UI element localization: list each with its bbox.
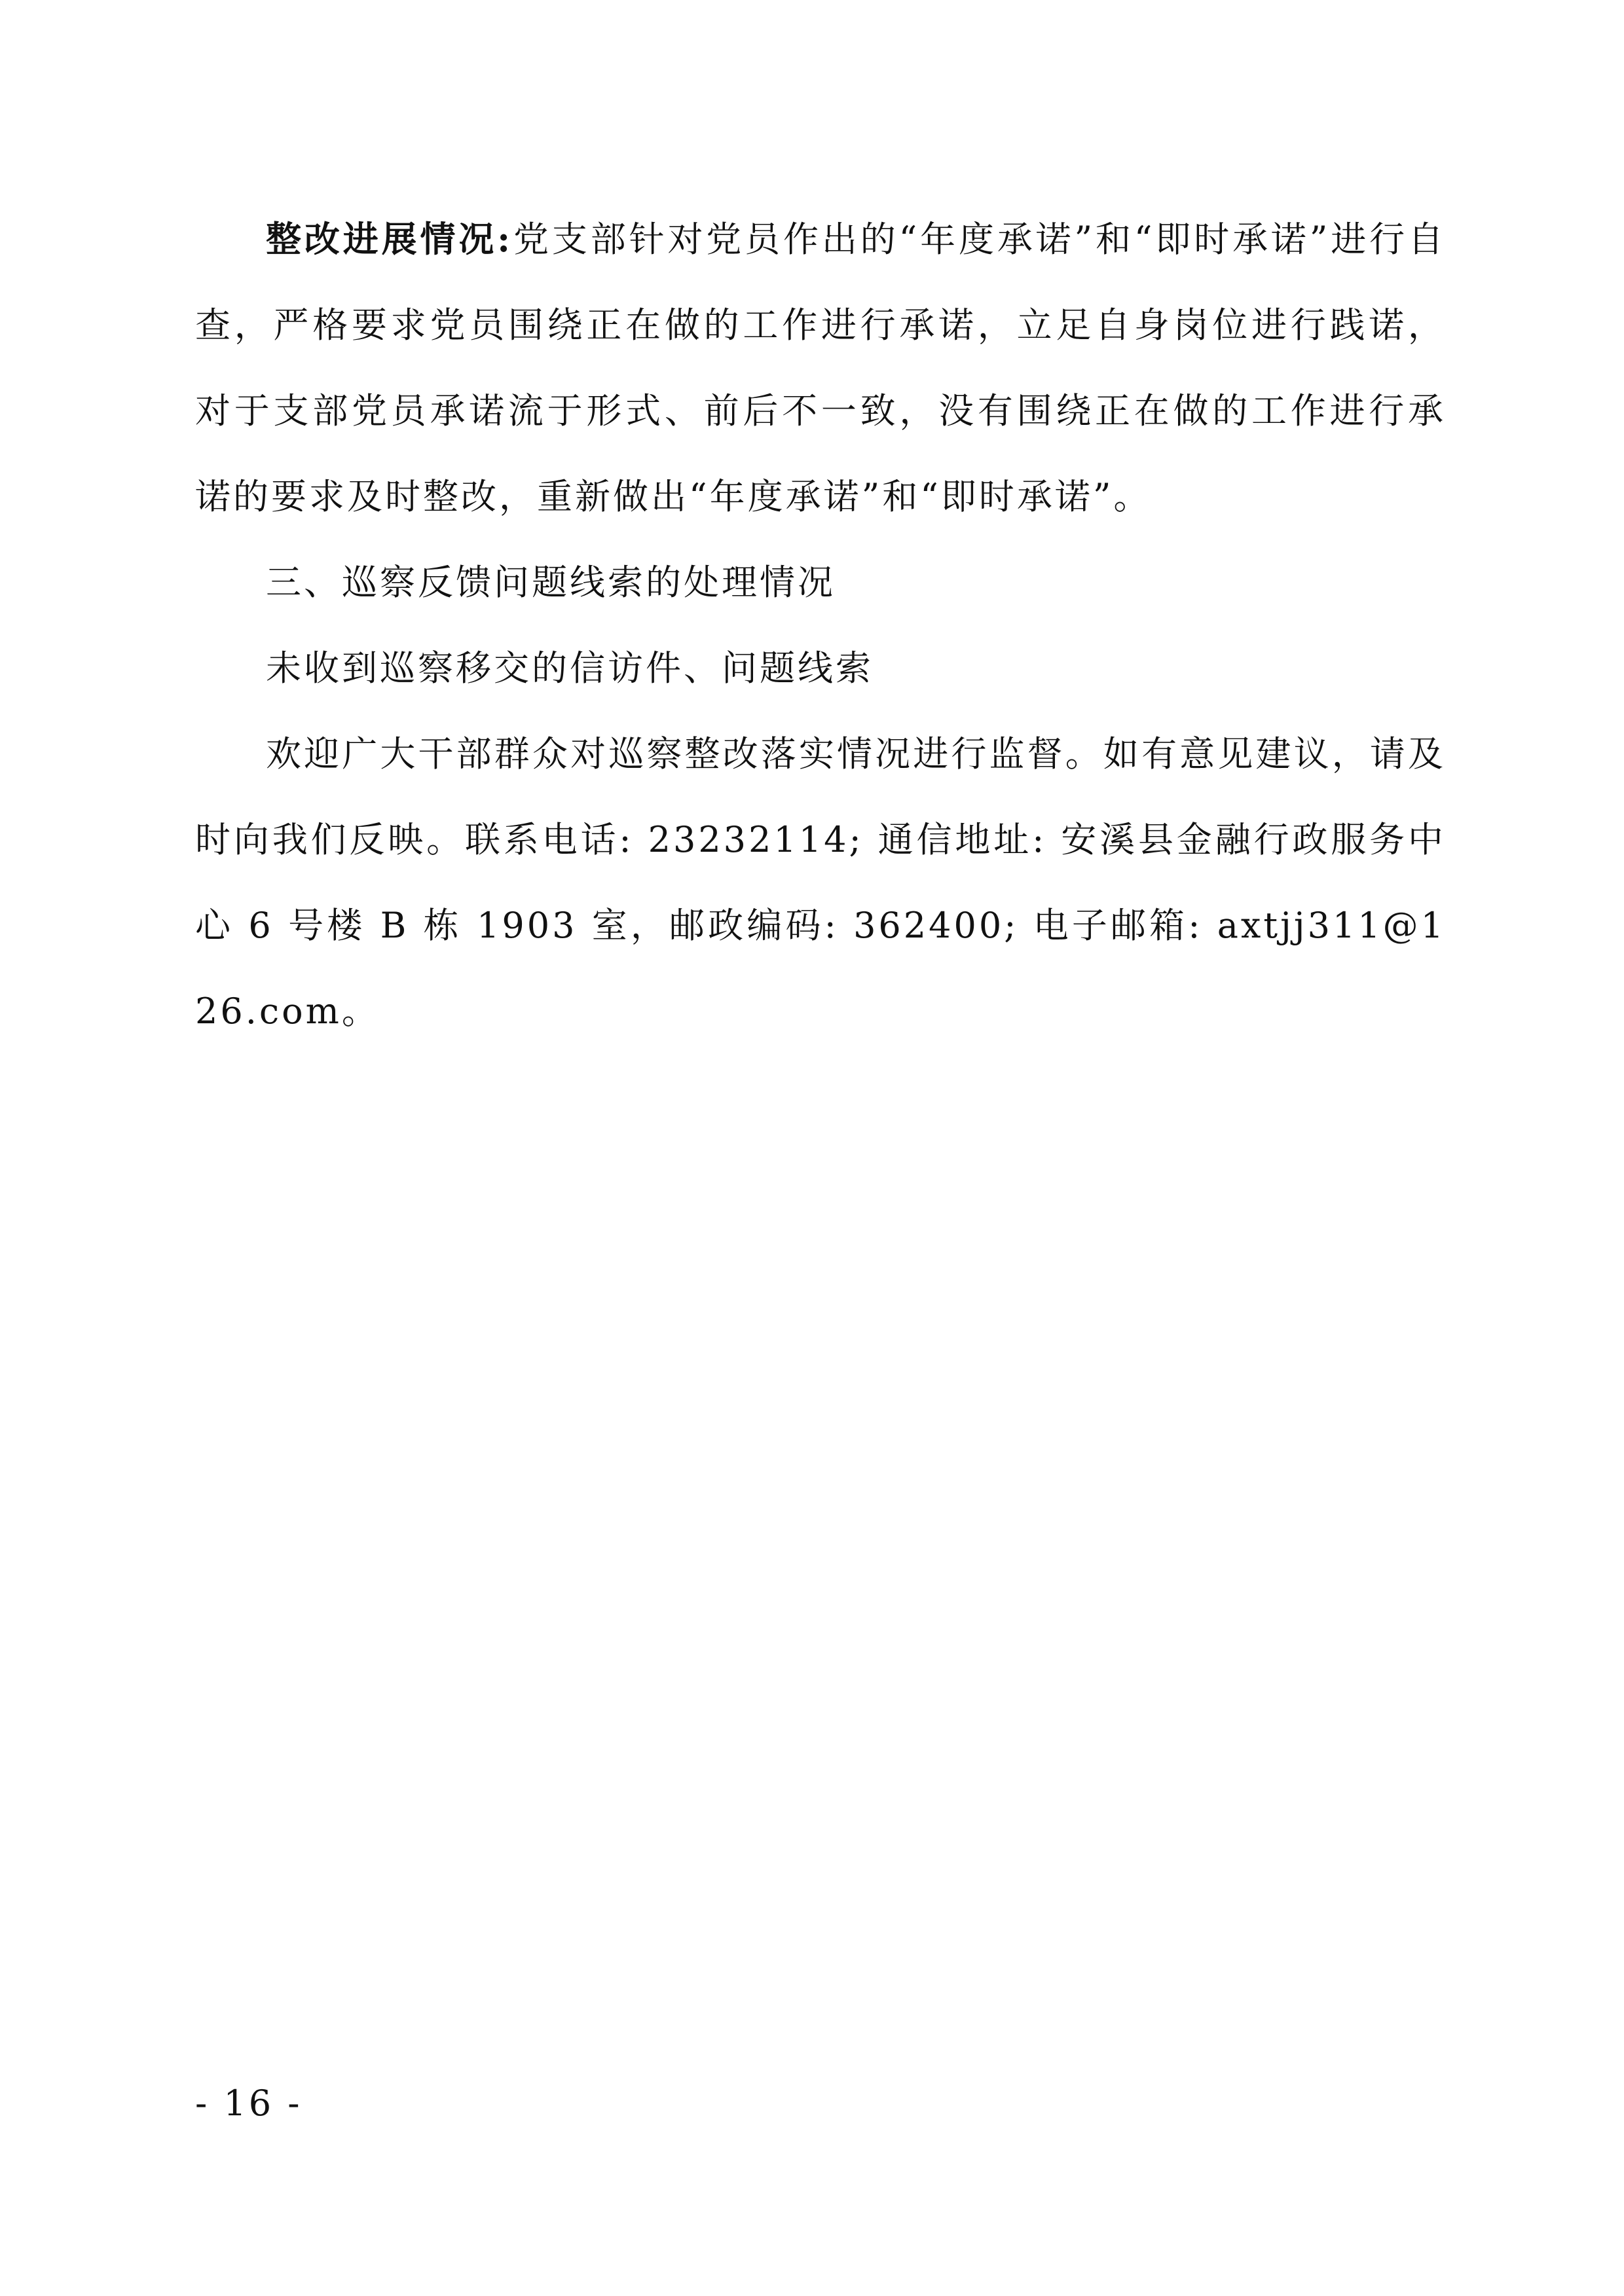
section-three-paragraph: 未收到巡察移交的信访件、问题线索 bbox=[266, 647, 874, 689]
page-content bbox=[195, 196, 1446, 1054]
contact-paragraph: 欢迎广大干部群众对巡察整改落实情况进行监督。如有意见建议，请及时向我们反映。联系电话: 23232114; 通信地址: 安溪县金融行政服务中心 6 号楼 B 栋 1903 室，邮政编码: 362400; 电子邮箱: axtjj311@126.com。 bbox=[195, 733, 1446, 1032]
section-three-heading: 三、巡察反馈问题线索的处理情况 bbox=[266, 562, 836, 603]
page-number: - 16 - bbox=[195, 2083, 303, 2124]
rectification-progress-lead: 整改进展情况: bbox=[266, 218, 513, 260]
rectification-progress-text: 党支部针对党员作出的“年度承诺”和“即时承诺”进行自查，严格要求党员围绕正在做的工作进行承诺，立足自身岗位进行践诺，对于支部党员承诺流于形式、前后不一致，没有围绕正在做的工作进行承诺的要求及时整改，重新做出“年度承诺”和“即时承诺”。 bbox=[195, 219, 1446, 517]
rectification-progress-paragraph bbox=[195, 196, 1446, 539]
